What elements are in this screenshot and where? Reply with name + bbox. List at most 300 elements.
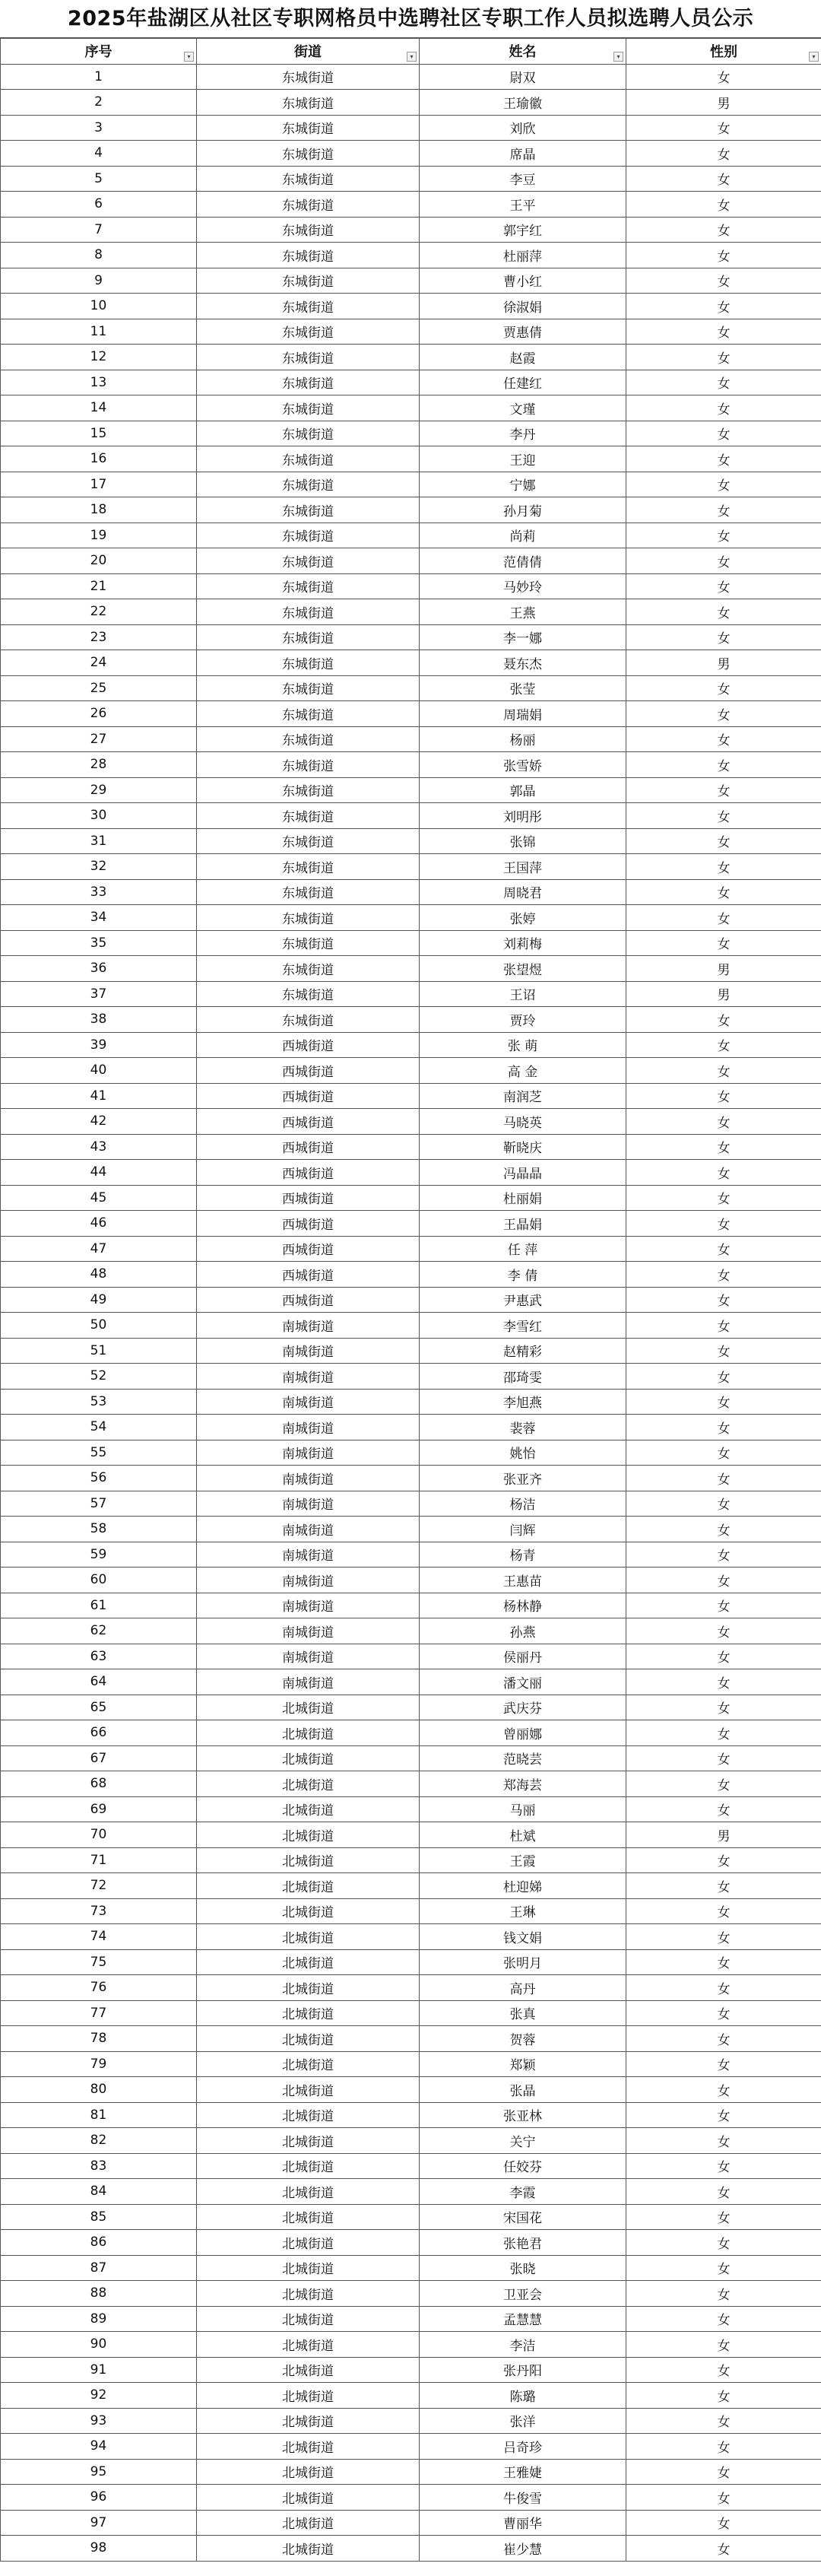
cell-number: 58 xyxy=(1,1517,197,1542)
cell-name: 杜丽娟 xyxy=(420,1185,626,1211)
table-row xyxy=(1,930,821,956)
table-row xyxy=(1,1389,821,1415)
cell-number: 38 xyxy=(1,1007,197,1033)
cell-street: 南城街道 xyxy=(197,1593,420,1618)
table-row xyxy=(1,2204,821,2230)
table-row xyxy=(1,319,821,345)
header-name-label: 姓名 xyxy=(509,44,537,61)
cell-street: 东城街道 xyxy=(197,675,420,701)
cell-number: 43 xyxy=(1,1134,197,1160)
cell-gender: 女 xyxy=(626,243,821,268)
cell-gender: 女 xyxy=(626,1211,821,1237)
cell-street: 东城街道 xyxy=(197,726,420,752)
cell-name: 潘文丽 xyxy=(420,1669,626,1695)
cell-number: 51 xyxy=(1,1338,197,1364)
cell-name: 范晓芸 xyxy=(420,1745,626,1771)
cell-gender: 女 xyxy=(626,141,821,167)
filter-dropdown-icon[interactable]: ▾ xyxy=(407,52,417,62)
cell-gender: 女 xyxy=(626,2128,821,2154)
cell-name: 靳晓庆 xyxy=(420,1134,626,1160)
cell-gender: 女 xyxy=(626,803,821,829)
cell-number: 70 xyxy=(1,1822,197,1848)
cell-street: 北城街道 xyxy=(197,1796,420,1822)
cell-number: 21 xyxy=(1,573,197,599)
cell-street: 东城街道 xyxy=(197,854,420,880)
cell-name: 周瑞娟 xyxy=(420,701,626,727)
cell-gender: 女 xyxy=(626,1568,821,1593)
table-row xyxy=(1,2510,821,2536)
cell-gender: 女 xyxy=(626,2153,821,2179)
cell-name: 侯丽丹 xyxy=(420,1644,626,1669)
cell-street: 南城街道 xyxy=(197,1491,420,1517)
cell-number: 95 xyxy=(1,2459,197,2485)
cell-gender: 女 xyxy=(626,1007,821,1033)
cell-name: 徐淑娟 xyxy=(420,294,626,319)
cell-street: 北城街道 xyxy=(197,1771,420,1797)
table-row xyxy=(1,2102,821,2128)
cell-number: 92 xyxy=(1,2383,197,2409)
cell-gender: 女 xyxy=(626,2281,821,2307)
table-row xyxy=(1,701,821,727)
cell-gender: 女 xyxy=(626,2485,821,2511)
cell-street: 北城街道 xyxy=(197,1745,420,1771)
cell-name: 张丹阳 xyxy=(420,2357,626,2383)
cell-gender: 女 xyxy=(626,2536,821,2562)
cell-name: 王霞 xyxy=(420,1847,626,1873)
table-row xyxy=(1,1975,821,2001)
cell-name: 卫亚会 xyxy=(420,2281,626,2307)
cell-number: 31 xyxy=(1,828,197,854)
table-row xyxy=(1,115,821,141)
cell-street: 南城街道 xyxy=(197,1313,420,1339)
table-row xyxy=(1,370,821,395)
cell-street: 西城街道 xyxy=(197,1160,420,1186)
cell-gender: 女 xyxy=(626,2102,821,2128)
table-row xyxy=(1,1491,821,1517)
cell-number: 8 xyxy=(1,243,197,268)
cell-gender: 女 xyxy=(626,624,821,650)
cell-name: 李洁 xyxy=(420,2332,626,2358)
cell-street: 东城街道 xyxy=(197,421,420,446)
header-street xyxy=(197,39,420,65)
cell-street: 南城街道 xyxy=(197,1389,420,1415)
cell-number: 7 xyxy=(1,217,197,243)
table-row xyxy=(1,752,821,778)
cell-street: 北城街道 xyxy=(197,2306,420,2332)
header-gender xyxy=(626,39,821,65)
table-row xyxy=(1,1364,821,1390)
cell-gender: 女 xyxy=(626,1440,821,1466)
cell-number: 81 xyxy=(1,2102,197,2128)
table-row xyxy=(1,141,821,167)
cell-gender: 女 xyxy=(626,1236,821,1262)
cell-number: 78 xyxy=(1,2026,197,2052)
table-row xyxy=(1,1211,821,1237)
table-row xyxy=(1,166,821,192)
cell-street: 东城街道 xyxy=(197,294,420,319)
table-row xyxy=(1,2153,821,2179)
table-row xyxy=(1,1083,821,1109)
table-row xyxy=(1,1109,821,1135)
table-row xyxy=(1,1771,821,1797)
table-row xyxy=(1,1898,821,1924)
cell-street: 北城街道 xyxy=(197,2204,420,2230)
cell-gender: 女 xyxy=(626,854,821,880)
cell-number: 72 xyxy=(1,1873,197,1899)
cell-gender: 女 xyxy=(626,192,821,218)
cell-name: 王雅婕 xyxy=(420,2459,626,2485)
cell-number: 68 xyxy=(1,1771,197,1797)
filter-dropdown-icon[interactable]: ▾ xyxy=(809,52,819,62)
cell-name: 贾玲 xyxy=(420,1007,626,1033)
cell-number: 55 xyxy=(1,1440,197,1466)
cell-street: 西城街道 xyxy=(197,1287,420,1313)
cell-name: 曹小红 xyxy=(420,268,626,294)
cell-number: 98 xyxy=(1,2536,197,2562)
cell-name: 王琳 xyxy=(420,1898,626,1924)
cell-number: 96 xyxy=(1,2485,197,2511)
cell-number: 61 xyxy=(1,1593,197,1618)
cell-street: 西城街道 xyxy=(197,1134,420,1160)
cell-name: 张雪娇 xyxy=(420,752,626,778)
cell-street: 东城街道 xyxy=(197,777,420,803)
cell-gender: 女 xyxy=(626,1975,821,2001)
cell-name: 张 萌 xyxy=(420,1032,626,1058)
cell-gender: 女 xyxy=(626,1644,821,1669)
cell-gender: 女 xyxy=(626,217,821,243)
cell-gender: 女 xyxy=(626,1338,821,1364)
cell-gender: 女 xyxy=(626,1949,821,1975)
cell-street: 北城街道 xyxy=(197,1822,420,1848)
cell-gender: 女 xyxy=(626,2332,821,2358)
cell-number: 84 xyxy=(1,2179,197,2205)
cell-number: 91 xyxy=(1,2357,197,2383)
table-row xyxy=(1,1873,821,1899)
cell-street: 西城街道 xyxy=(197,1211,420,1237)
table-row xyxy=(1,217,821,243)
cell-gender: 女 xyxy=(626,599,821,625)
cell-gender: 女 xyxy=(626,421,821,446)
cell-number: 56 xyxy=(1,1466,197,1491)
cell-street: 北城街道 xyxy=(197,2026,420,2052)
cell-gender: 女 xyxy=(626,1720,821,1746)
cell-number: 67 xyxy=(1,1745,197,1771)
table-row xyxy=(1,2434,821,2460)
cell-street: 东城街道 xyxy=(197,319,420,345)
cell-number: 10 xyxy=(1,294,197,319)
cell-name: 赵霞 xyxy=(420,345,626,370)
cell-gender: 女 xyxy=(626,1669,821,1695)
cell-gender: 女 xyxy=(626,497,821,523)
cell-street: 北城街道 xyxy=(197,2485,420,2511)
cell-gender: 女 xyxy=(626,1745,821,1771)
cell-number: 19 xyxy=(1,523,197,548)
cell-street: 北城街道 xyxy=(197,1924,420,1950)
cell-name: 曾丽娜 xyxy=(420,1720,626,1746)
cell-number: 16 xyxy=(1,446,197,472)
cell-street: 东城街道 xyxy=(197,395,420,421)
table-row xyxy=(1,2332,821,2358)
cell-gender: 女 xyxy=(626,1898,821,1924)
table-row xyxy=(1,497,821,523)
cell-name: 张锦 xyxy=(420,828,626,854)
cell-name: 高丹 xyxy=(420,1975,626,2001)
cell-gender: 女 xyxy=(626,345,821,370)
cell-number: 22 xyxy=(1,599,197,625)
cell-name: 张艳君 xyxy=(420,2230,626,2256)
cell-street: 西城街道 xyxy=(197,1058,420,1084)
cell-gender: 女 xyxy=(626,1415,821,1440)
cell-number: 40 xyxy=(1,1058,197,1084)
cell-gender: 女 xyxy=(626,1313,821,1339)
cell-name: 张亚齐 xyxy=(420,1466,626,1491)
cell-number: 73 xyxy=(1,1898,197,1924)
table-row xyxy=(1,2051,821,2077)
cell-number: 86 xyxy=(1,2230,197,2256)
cell-name: 曹丽华 xyxy=(420,2510,626,2536)
cell-name: 张亚林 xyxy=(420,2102,626,2128)
cell-street: 北城街道 xyxy=(197,2383,420,2409)
cell-gender: 女 xyxy=(626,1924,821,1950)
cell-street: 东城街道 xyxy=(197,192,420,218)
cell-name: 宁娜 xyxy=(420,472,626,497)
cell-name: 孙月菊 xyxy=(420,497,626,523)
cell-name: 孙燕 xyxy=(420,1618,626,1644)
cell-gender: 女 xyxy=(626,1517,821,1542)
header-gender-label: 性别 xyxy=(710,44,737,61)
table-row xyxy=(1,192,821,218)
cell-street: 东城街道 xyxy=(197,90,420,116)
cell-street: 西城街道 xyxy=(197,1185,420,1211)
cell-number: 39 xyxy=(1,1032,197,1058)
table-body xyxy=(1,64,821,2561)
cell-street: 南城街道 xyxy=(197,1517,420,1542)
table-row xyxy=(1,2408,821,2434)
cell-gender: 女 xyxy=(626,2383,821,2409)
cell-name: 孟慧慧 xyxy=(420,2306,626,2332)
cell-street: 北城街道 xyxy=(197,1720,420,1746)
cell-name: 关宁 xyxy=(420,2128,626,2154)
cell-name: 贾惠倩 xyxy=(420,319,626,345)
cell-name: 尹惠武 xyxy=(420,1287,626,1313)
cell-number: 6 xyxy=(1,192,197,218)
cell-street: 北城街道 xyxy=(197,2153,420,2179)
table-row xyxy=(1,2000,821,2026)
table-row xyxy=(1,1822,821,1848)
cell-gender: 女 xyxy=(626,1032,821,1058)
cell-gender: 女 xyxy=(626,905,821,931)
cell-gender: 女 xyxy=(626,2434,821,2460)
cell-gender: 女 xyxy=(626,573,821,599)
cell-gender: 女 xyxy=(626,1389,821,1415)
cell-number: 64 xyxy=(1,1669,197,1695)
cell-name: 张晶 xyxy=(420,2077,626,2103)
cell-gender: 女 xyxy=(626,2408,821,2434)
table-row xyxy=(1,1415,821,1440)
cell-number: 71 xyxy=(1,1847,197,1873)
cell-street: 北城街道 xyxy=(197,1949,420,1975)
cell-street: 东城街道 xyxy=(197,446,420,472)
cell-number: 17 xyxy=(1,472,197,497)
cell-street: 西城街道 xyxy=(197,1262,420,1288)
cell-name: 王平 xyxy=(420,192,626,218)
cell-name: 尉双 xyxy=(420,64,626,90)
table-row xyxy=(1,1313,821,1339)
cell-number: 66 xyxy=(1,1720,197,1746)
cell-gender: 女 xyxy=(626,930,821,956)
cell-number: 85 xyxy=(1,2204,197,2230)
cell-gender: 女 xyxy=(626,2179,821,2205)
cell-name: 杨青 xyxy=(420,1542,626,1568)
cell-street: 南城街道 xyxy=(197,1364,420,1390)
cell-name: 杨林静 xyxy=(420,1593,626,1618)
cell-number: 27 xyxy=(1,726,197,752)
table-row xyxy=(1,2128,821,2154)
candidate-table xyxy=(0,38,821,2562)
page-title: 2025年盐湖区从社区专职网格员中选聘社区专职工作人员拟选聘人员公示 xyxy=(0,0,821,38)
table-row xyxy=(1,523,821,548)
cell-gender: 男 xyxy=(626,1822,821,1848)
cell-name: 任 萍 xyxy=(420,1236,626,1262)
cell-name: 张晓 xyxy=(420,2255,626,2281)
table-row xyxy=(1,90,821,116)
table-row xyxy=(1,675,821,701)
cell-name: 刘明彤 xyxy=(420,803,626,829)
cell-street: 南城街道 xyxy=(197,1415,420,1440)
cell-number: 20 xyxy=(1,548,197,574)
cell-name: 李旭燕 xyxy=(420,1389,626,1415)
cell-number: 62 xyxy=(1,1618,197,1644)
cell-gender: 女 xyxy=(626,1618,821,1644)
cell-name: 李霞 xyxy=(420,2179,626,2205)
cell-street: 东城街道 xyxy=(197,345,420,370)
cell-gender: 女 xyxy=(626,1083,821,1109)
table-row xyxy=(1,1517,821,1542)
table-row xyxy=(1,1847,821,1873)
cell-gender: 女 xyxy=(626,370,821,395)
cell-gender: 男 xyxy=(626,956,821,982)
cell-gender: 女 xyxy=(626,2204,821,2230)
cell-number: 35 xyxy=(1,930,197,956)
table-row xyxy=(1,726,821,752)
cell-street: 西城街道 xyxy=(197,1083,420,1109)
cell-name: 吕奇珍 xyxy=(420,2434,626,2460)
cell-street: 东城街道 xyxy=(197,879,420,905)
cell-street: 北城街道 xyxy=(197,2000,420,2026)
cell-name: 刘莉梅 xyxy=(420,930,626,956)
cell-name: 任姣芬 xyxy=(420,2153,626,2179)
cell-number: 97 xyxy=(1,2510,197,2536)
cell-street: 东城街道 xyxy=(197,905,420,931)
cell-name: 冯晶晶 xyxy=(420,1160,626,1186)
cell-number: 77 xyxy=(1,2000,197,2026)
table-row xyxy=(1,294,821,319)
filter-dropdown-icon[interactable]: ▾ xyxy=(184,52,194,62)
cell-number: 82 xyxy=(1,2128,197,2154)
cell-number: 48 xyxy=(1,1262,197,1288)
cell-number: 23 xyxy=(1,624,197,650)
table-row xyxy=(1,905,821,931)
cell-number: 76 xyxy=(1,1975,197,2001)
cell-street: 北城街道 xyxy=(197,1898,420,1924)
filter-dropdown-icon[interactable]: ▾ xyxy=(613,52,623,62)
cell-gender: 女 xyxy=(626,2051,821,2077)
cell-street: 北城街道 xyxy=(197,2051,420,2077)
cell-street: 西城街道 xyxy=(197,1032,420,1058)
table-row xyxy=(1,2179,821,2205)
cell-number: 94 xyxy=(1,2434,197,2460)
cell-gender: 女 xyxy=(626,1695,821,1720)
table-row xyxy=(1,1669,821,1695)
table-row xyxy=(1,1796,821,1822)
cell-name: 闫辉 xyxy=(420,1517,626,1542)
table-row xyxy=(1,2357,821,2383)
cell-gender: 女 xyxy=(626,1466,821,1491)
cell-gender: 女 xyxy=(626,268,821,294)
cell-street: 东城街道 xyxy=(197,752,420,778)
cell-gender: 男 xyxy=(626,90,821,116)
cell-name: 张婷 xyxy=(420,905,626,931)
table-row xyxy=(1,2459,821,2485)
cell-gender: 女 xyxy=(626,675,821,701)
cell-gender: 女 xyxy=(626,752,821,778)
table-row xyxy=(1,1287,821,1313)
cell-name: 周晓君 xyxy=(420,879,626,905)
header-name xyxy=(420,39,626,65)
table-row xyxy=(1,1032,821,1058)
cell-number: 69 xyxy=(1,1796,197,1822)
cell-number: 12 xyxy=(1,345,197,370)
cell-name: 裴蓉 xyxy=(420,1415,626,1440)
table-row xyxy=(1,2255,821,2281)
cell-gender: 女 xyxy=(626,1185,821,1211)
cell-name: 王瑜徽 xyxy=(420,90,626,116)
table-row xyxy=(1,1542,821,1568)
table-row xyxy=(1,421,821,446)
cell-name: 王晶娟 xyxy=(420,1211,626,1237)
cell-gender: 女 xyxy=(626,319,821,345)
cell-gender: 女 xyxy=(626,879,821,905)
cell-number: 4 xyxy=(1,141,197,167)
cell-name: 杜斌 xyxy=(420,1822,626,1848)
cell-number: 60 xyxy=(1,1568,197,1593)
table-row xyxy=(1,1058,821,1084)
cell-gender: 女 xyxy=(626,777,821,803)
cell-street: 北城街道 xyxy=(197,1847,420,1873)
table-row xyxy=(1,1007,821,1033)
table-row xyxy=(1,345,821,370)
cell-name: 杜丽萍 xyxy=(420,243,626,268)
table-row xyxy=(1,650,821,676)
cell-gender: 女 xyxy=(626,548,821,574)
cell-gender: 女 xyxy=(626,1771,821,1797)
header-street-label: 街道 xyxy=(294,44,322,61)
cell-street: 西城街道 xyxy=(197,1236,420,1262)
cell-name: 武庆芬 xyxy=(420,1695,626,1720)
cell-street: 西城街道 xyxy=(197,1109,420,1135)
cell-street: 东城街道 xyxy=(197,370,420,395)
cell-name: 聂东杰 xyxy=(420,650,626,676)
cell-number: 37 xyxy=(1,981,197,1007)
table-row xyxy=(1,803,821,829)
cell-number: 33 xyxy=(1,879,197,905)
table-row xyxy=(1,2026,821,2052)
cell-gender: 女 xyxy=(626,701,821,727)
cell-street: 东城街道 xyxy=(197,472,420,497)
cell-number: 53 xyxy=(1,1389,197,1415)
cell-street: 南城街道 xyxy=(197,1542,420,1568)
cell-number: 50 xyxy=(1,1313,197,1339)
